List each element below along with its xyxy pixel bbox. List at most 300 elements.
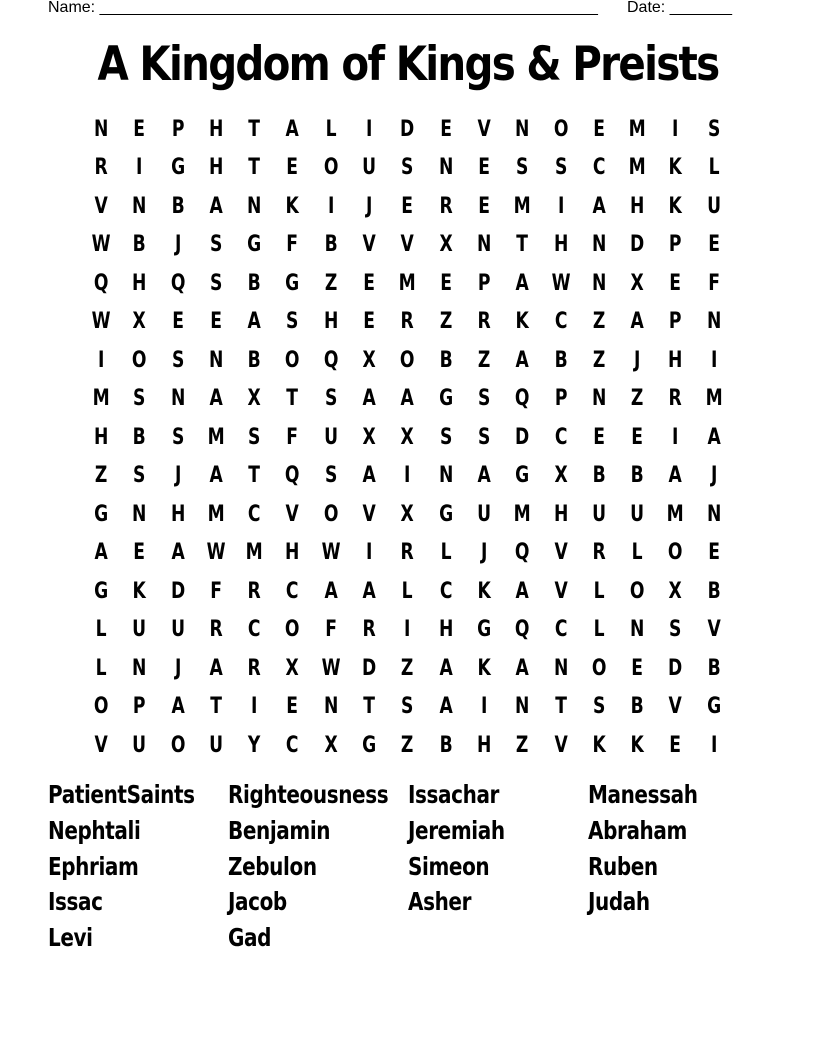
grid-letter: M <box>398 270 417 296</box>
grid-letter: T <box>516 232 529 258</box>
grid-letter: K <box>477 655 491 681</box>
grid-letter: N <box>515 116 530 142</box>
grid-letter: D <box>630 232 645 258</box>
grid-letter: N <box>515 694 530 720</box>
grid-letter: N <box>706 501 722 527</box>
grid-letter: V <box>707 617 721 643</box>
grid-letter: P <box>554 386 567 412</box>
grid-letter: K <box>477 578 491 604</box>
grid-letter: S <box>592 694 606 720</box>
grid-letter: W <box>206 540 226 566</box>
grid-letter: B <box>630 694 644 720</box>
grid-letter: Q <box>515 540 530 566</box>
grid-letter: S <box>324 386 338 412</box>
grid-letter: F <box>286 232 299 258</box>
grid-letter: H <box>132 270 147 296</box>
grid-letter: B <box>132 424 146 450</box>
grid-letter: O <box>553 116 569 142</box>
grid-letter: I <box>327 193 335 219</box>
grid-letter: A <box>668 463 683 489</box>
grid-letter: Z <box>324 270 338 296</box>
grid-letter: N <box>247 193 262 219</box>
grid-letter: D <box>400 116 415 142</box>
grid-letter: G <box>94 501 109 527</box>
grid-letter: O <box>400 347 415 373</box>
grid-letter: S <box>477 386 491 412</box>
grid-letter: G <box>247 232 262 258</box>
grid-letter: H <box>668 347 683 373</box>
grid-letter: H <box>208 116 224 142</box>
grid-letter: U <box>209 732 224 758</box>
grid-letter: A <box>400 386 415 412</box>
grid-letter: F <box>286 424 299 450</box>
grid-letter: A <box>592 193 606 219</box>
grid-letter: M <box>513 501 531 527</box>
word-bank-item: Benjamin <box>228 815 331 845</box>
grid-letter: E <box>478 193 490 219</box>
grid-letter: Y <box>248 732 261 758</box>
grid-letter: D <box>515 424 530 450</box>
grid-letter: M <box>667 501 685 527</box>
grid-letter: N <box>438 463 454 489</box>
grid-letter: T <box>554 694 567 720</box>
grid-letter: A <box>324 578 338 604</box>
grid-letter: E <box>210 309 222 335</box>
grid-letter: U <box>477 501 492 527</box>
word-bank-item: Abraham <box>588 815 687 845</box>
grid-letter: F <box>708 270 720 296</box>
grid-letter: X <box>132 309 147 335</box>
grid-letter: L <box>95 617 107 643</box>
grid-letter: W <box>321 540 341 566</box>
grid-letter: N <box>323 694 339 720</box>
grid-letter: V <box>554 732 568 758</box>
grid-letter: S <box>209 232 223 258</box>
word-bank-item: PatientSaints <box>48 780 195 809</box>
grid-letter: A <box>515 270 530 296</box>
grid-letter: B <box>707 578 721 604</box>
grid-letter: S <box>707 116 721 142</box>
grid-letter: V <box>554 540 568 566</box>
grid-letter: E <box>171 309 184 335</box>
name-field-label: Name: ________________________________________________________ <box>48 0 598 16</box>
grid-letter: E <box>669 732 682 758</box>
grid-letter: E <box>133 116 146 142</box>
grid-letter: Z <box>439 309 453 335</box>
word-bank-item: Jacob <box>228 887 287 917</box>
grid-letter: I <box>672 116 679 142</box>
grid-letter: J <box>634 347 641 373</box>
grid-letter: S <box>324 463 338 489</box>
grid-letter: U <box>323 424 338 450</box>
grid-letter: A <box>515 347 530 373</box>
grid-letter: A <box>707 424 721 450</box>
word-bank-item: Zebulon <box>228 851 317 881</box>
grid-letter: I <box>710 347 718 373</box>
grid-letter: X <box>630 270 644 296</box>
grid-letter: N <box>591 232 607 258</box>
grid-letter: N <box>630 617 645 643</box>
grid-letter: O <box>323 155 339 181</box>
word-bank-item: Ruben <box>588 851 658 881</box>
grid-letter: I <box>97 347 105 373</box>
grid-letter: B <box>592 463 606 489</box>
grid-letter: K <box>285 193 300 219</box>
grid-letter: K <box>132 578 147 604</box>
grid-letter: S <box>171 347 184 373</box>
grid-letter: I <box>672 424 679 450</box>
grid-letter: S <box>516 155 529 181</box>
grid-letter: V <box>477 116 491 142</box>
letter-grid <box>82 110 734 765</box>
grid-letter: E <box>439 116 452 142</box>
grid-letter: G <box>170 155 185 181</box>
grid-letter: R <box>477 309 491 335</box>
grid-letter: A <box>171 540 185 566</box>
grid-letter: U <box>630 501 645 527</box>
grid-letter: H <box>476 732 492 758</box>
grid-letter: T <box>248 463 261 489</box>
grid-letter: E <box>708 232 720 258</box>
grid-letter: Z <box>401 655 414 681</box>
grid-letter: U <box>706 193 721 219</box>
word-bank-item: Manessah <box>588 780 698 809</box>
grid-letter: G <box>706 694 721 720</box>
grid-letter: A <box>362 386 376 412</box>
grid-letter: L <box>440 540 452 566</box>
grid-letter: X <box>668 578 683 604</box>
grid-letter: A <box>439 655 453 681</box>
grid-letter: H <box>208 155 224 181</box>
grid-letter: G <box>362 732 377 758</box>
grid-letter: V <box>94 732 108 758</box>
grid-letter: T <box>248 116 261 142</box>
grid-letter: Z <box>516 732 529 758</box>
grid-letter: P <box>171 116 185 142</box>
grid-letter: V <box>362 501 376 527</box>
word-bank-item: Issac <box>48 887 103 917</box>
grid-letter: P <box>669 309 682 335</box>
grid-letter: B <box>247 347 261 373</box>
grid-letter: J <box>480 540 488 566</box>
grid-letter: C <box>554 617 568 643</box>
word-bank-item: Levi <box>48 923 93 953</box>
grid-letter: C <box>248 501 261 527</box>
grid-letter: A <box>630 309 644 335</box>
grid-letter: J <box>174 655 181 681</box>
grid-letter: C <box>248 617 261 643</box>
grid-letter: B <box>132 232 146 258</box>
grid-letter: Q <box>285 463 300 489</box>
grid-letter: N <box>591 270 607 296</box>
grid-letter: J <box>710 463 718 489</box>
grid-letter: W <box>91 232 111 258</box>
grid-letter: A <box>285 116 300 142</box>
grid-letter: I <box>366 540 373 566</box>
grid-letter: I <box>136 155 143 181</box>
grid-letter: Z <box>592 347 606 373</box>
grid-letter: U <box>170 617 185 643</box>
grid-letter: J <box>366 193 373 219</box>
grid-letter: N <box>170 386 185 412</box>
grid-letter: L <box>325 116 337 142</box>
grid-letter: B <box>554 347 568 373</box>
grid-letter: R <box>668 386 683 412</box>
grid-letter: X <box>362 347 376 373</box>
grid-letter: B <box>247 270 261 296</box>
grid-letter: J <box>174 463 181 489</box>
grid-letter: A <box>209 386 223 412</box>
grid-letter: A <box>515 578 530 604</box>
grid-letter: U <box>132 732 147 758</box>
grid-letter: B <box>171 193 185 219</box>
grid-letter: C <box>286 732 299 758</box>
grid-letter: M <box>245 540 263 566</box>
word-bank-item: Nephtali <box>48 815 141 845</box>
grid-letter: B <box>630 463 644 489</box>
word-bank-item: Gad <box>228 923 272 953</box>
grid-letter: Q <box>515 617 530 643</box>
grid-letter: S <box>554 155 567 181</box>
grid-letter: P <box>669 232 682 258</box>
grid-letter: W <box>91 309 111 335</box>
grid-letter: X <box>400 424 415 450</box>
grid-letter: Q <box>323 347 339 373</box>
grid-letter: A <box>209 655 223 681</box>
grid-letter: I <box>710 732 718 758</box>
grid-letter: S <box>133 463 146 489</box>
grid-letter: N <box>93 116 109 142</box>
grid-letter: G <box>438 501 453 527</box>
grid-letter: S <box>248 424 261 450</box>
grid-letter: T <box>286 386 299 412</box>
grid-letter: O <box>132 347 147 373</box>
word-bank-item: Judah <box>588 887 650 917</box>
grid-letter: G <box>438 386 453 412</box>
word-bank-item: Righteousness <box>228 780 389 809</box>
grid-letter: L <box>593 617 605 643</box>
grid-letter: C <box>554 424 568 450</box>
grid-letter: A <box>477 463 491 489</box>
grid-letter: A <box>362 578 376 604</box>
grid-letter: H <box>553 501 568 527</box>
grid-letter: C <box>286 578 299 604</box>
grid-letter: H <box>630 193 645 219</box>
grid-letter: G <box>94 578 109 604</box>
grid-letter: E <box>439 270 452 296</box>
grid-letter: G <box>515 463 530 489</box>
grid-letter: A <box>209 193 223 219</box>
grid-letter: H <box>285 540 300 566</box>
grid-letter: J <box>174 232 181 258</box>
grid-letter: N <box>591 386 607 412</box>
grid-letter: A <box>171 694 185 720</box>
grid-letter: H <box>93 424 109 450</box>
grid-letter: K <box>630 732 644 758</box>
grid-letter: V <box>668 694 683 720</box>
grid-letter: C <box>554 309 568 335</box>
grid-letter: E <box>669 270 682 296</box>
grid-letter: W <box>551 270 571 296</box>
grid-letter: I <box>480 694 488 720</box>
grid-letter: R <box>400 309 415 335</box>
grid-letter: A <box>94 540 108 566</box>
grid-letter: M <box>207 424 225 450</box>
grid-letter: M <box>628 155 646 181</box>
grid-letter: U <box>132 617 147 643</box>
puzzle-title: A Kingdom of Kings & Preists <box>97 37 719 92</box>
grid-letter: R <box>247 578 261 604</box>
grid-letter: O <box>285 617 300 643</box>
word-bank-item: Simeon <box>408 851 490 881</box>
grid-letter: X <box>286 655 300 681</box>
grid-letter: N <box>208 347 224 373</box>
grid-letter: Z <box>592 309 606 335</box>
grid-letter: X <box>362 424 376 450</box>
grid-letter: K <box>515 309 530 335</box>
word-bank-item: Jeremiah <box>408 815 505 845</box>
grid-letter: N <box>706 309 722 335</box>
grid-letter: O <box>630 578 645 604</box>
grid-letter: E <box>478 155 490 181</box>
grid-letter: R <box>400 540 415 566</box>
word-bank-item: Ephriam <box>48 851 139 881</box>
grid-letter: O <box>93 694 109 720</box>
grid-letter: B <box>707 655 721 681</box>
grid-letter: N <box>553 655 568 681</box>
grid-letter: N <box>476 232 492 258</box>
grid-letter: V <box>400 232 415 258</box>
grid-letter: U <box>362 155 377 181</box>
grid-letter: N <box>438 155 454 181</box>
grid-letter: Z <box>477 347 491 373</box>
grid-letter: C <box>592 155 606 181</box>
header-line <box>48 0 748 20</box>
grid-letter: S <box>401 155 414 181</box>
grid-letter: A <box>362 463 376 489</box>
grid-letter: B <box>439 732 453 758</box>
grid-letter: S <box>133 386 146 412</box>
grid-letter: R <box>362 617 376 643</box>
grid-letter: L <box>593 578 605 604</box>
grid-letter: B <box>439 347 453 373</box>
grid-letter: B <box>324 232 338 258</box>
grid-letter: D <box>668 655 683 681</box>
grid-letter: S <box>209 270 223 296</box>
grid-letter: Q <box>170 270 186 296</box>
grid-letter: L <box>95 655 107 681</box>
grid-letter: H <box>170 501 185 527</box>
grid-letter: M <box>513 193 531 219</box>
grid-letter: H <box>438 617 454 643</box>
grid-letter: S <box>439 424 453 450</box>
grid-letter: N <box>132 501 147 527</box>
grid-letter: E <box>708 540 720 566</box>
grid-letter: T <box>210 694 222 720</box>
grid-letter: C <box>439 578 453 604</box>
grid-letter: X <box>554 463 568 489</box>
word-bank-item: Issachar <box>408 780 499 809</box>
grid-letter: K <box>592 732 606 758</box>
grid-letter: O <box>668 540 683 566</box>
grid-letter: V <box>554 578 568 604</box>
grid-letter: R <box>592 540 606 566</box>
grid-letter: S <box>286 309 299 335</box>
grid-letter: E <box>286 155 299 181</box>
grid-letter: Z <box>94 463 108 489</box>
grid-letter: X <box>324 732 338 758</box>
date-field-label: Date: _______ <box>627 0 732 16</box>
grid-letter: R <box>94 155 108 181</box>
grid-letter: I <box>404 617 411 643</box>
word-bank <box>48 777 768 956</box>
grid-letter: L <box>708 155 720 181</box>
grid-letter: N <box>132 193 147 219</box>
grid-letter: H <box>553 232 568 258</box>
grid-letter: I <box>366 116 373 142</box>
grid-letter: Q <box>515 386 530 412</box>
grid-letter: Z <box>631 386 644 412</box>
grid-letter: L <box>402 578 413 604</box>
grid-letter: Z <box>401 732 414 758</box>
grid-letter: K <box>668 193 683 219</box>
grid-letter: X <box>247 386 261 412</box>
grid-letter: O <box>285 347 300 373</box>
grid-letter: Q <box>93 270 109 296</box>
grid-letter: G <box>477 617 492 643</box>
grid-letter: R <box>247 655 261 681</box>
grid-letter: A <box>247 309 261 335</box>
grid-letter: E <box>133 540 146 566</box>
grid-letter: E <box>363 270 376 296</box>
grid-letter: X <box>439 232 453 258</box>
grid-letter: T <box>363 694 376 720</box>
grid-letter: I <box>404 463 411 489</box>
grid-letter: O <box>323 501 339 527</box>
grid-letter: F <box>210 578 222 604</box>
grid-letter: M <box>207 501 225 527</box>
word-bank-item: Asher <box>408 887 472 917</box>
grid-letter: V <box>285 501 300 527</box>
grid-letter: U <box>592 501 606 527</box>
grid-letter: D <box>170 578 185 604</box>
grid-letter: S <box>669 617 682 643</box>
grid-letter: E <box>593 116 605 142</box>
grid-letter: E <box>631 424 644 450</box>
grid-letter: P <box>133 694 146 720</box>
grid-letter: A <box>209 463 223 489</box>
grid-letter: P <box>477 270 491 296</box>
grid-letter: A <box>439 694 453 720</box>
grid-letter: I <box>251 694 258 720</box>
grid-letter: N <box>132 655 147 681</box>
grid-letter: M <box>705 386 723 412</box>
grid-letter: I <box>557 193 564 219</box>
grid-letter: K <box>668 155 683 181</box>
grid-letter: M <box>628 116 646 142</box>
grid-letter: E <box>363 309 376 335</box>
grid-letter: O <box>170 732 186 758</box>
grid-letter: R <box>439 193 453 219</box>
grid-letter: F <box>325 617 337 643</box>
grid-letter: R <box>209 617 223 643</box>
grid-letter: M <box>92 386 110 412</box>
grid-letter: X <box>400 501 415 527</box>
grid-letter: A <box>515 655 530 681</box>
grid-letter: O <box>591 655 607 681</box>
grid-letter: E <box>286 694 299 720</box>
grid-letter: S <box>171 424 184 450</box>
